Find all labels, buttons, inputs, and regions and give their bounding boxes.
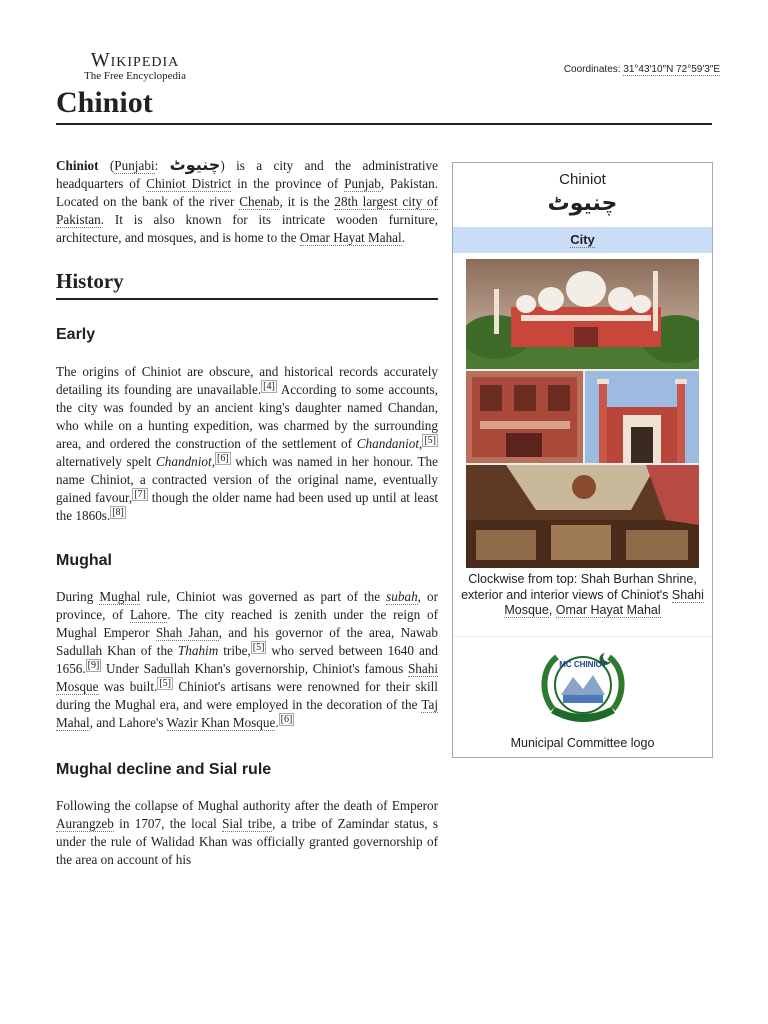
link-subah[interactable]: subah [386,589,418,604]
link-chiniot-district[interactable]: Chiniot District [146,176,232,191]
photo-omar-hayat-mahal [466,371,583,463]
caption-link-omar-hayat-mahal[interactable]: Omar Hayat Mahal [555,603,661,617]
text: . [401,230,406,245]
citation-4[interactable]: [4] [263,380,275,392]
infobox [452,162,713,758]
photo-collage[interactable] [466,259,699,568]
link-shah-jahan[interactable]: Shah Jahan [155,625,219,640]
text: Under Sadullah Khan's governorship, Chiniot's famous [101,661,408,676]
text: who served between 1640 and 1656. [56,643,439,676]
citation-6[interactable]: [6] [216,452,229,464]
text: , a tribe of Zamindar status, s under the rule of Walidad Khan was officially granted governorship of the area on account of his [56,816,438,867]
text: in the province of [231,176,345,191]
history-heading: History [56,269,438,300]
seal-caption: Municipal Committee logo [510,736,655,750]
link-lahore[interactable]: Lahore [130,607,168,622]
photo-interior-ceiling [466,465,699,568]
italic-thahim: Thahim [177,643,219,658]
mahal-drawing [466,371,583,463]
text: According to some accounts, the city was founded by an ancient king's daughter named Chandan, who while on a hunting expedition, was charmed by the surrounding area, and ordered the construction of the settlement of [56,382,438,451]
decline-paragraph [56,797,438,869]
infobox-type-link[interactable]: City [570,232,595,247]
shrine-drawing [466,259,699,369]
link-sial-tribe[interactable]: Sial tribe [222,816,273,831]
text: tribe, [218,643,251,658]
italic-chandniot: Chandniot [156,454,212,469]
infobox-type-band [453,227,712,253]
early-paragraph [56,363,438,525]
citation-8[interactable]: [8] [112,506,124,518]
link-punjabi[interactable]: Punjabi [114,158,155,173]
photo-shahi-mosque-exterior [585,371,699,463]
citation-5[interactable]: [5] [252,641,265,653]
text: alternatively spelt [56,454,156,469]
decline-heading: Mughal decline and Sial rule [56,761,272,778]
text: ( [98,158,115,173]
link-omar-hayat-mahal[interactable]: Omar Hayat Mahal [299,230,402,245]
seal-text: MC CHINIOT [559,660,607,669]
text: which was named in her honour. The name Chiniot, a contracted version of the original name, eventually gained favour, [56,454,438,505]
italic-chandaniot: Chandaniot [356,436,420,451]
citation-5[interactable]: [5] [424,434,436,446]
text: . The city reached is zenith under the reign of Mughal Emperor [56,607,438,640]
link-chenab[interactable]: Chenab [239,194,280,209]
text: Clockwise from top: Shah Burhan Shrine, exterior and interior views of Chiniot's [461,572,697,602]
collage-caption [461,572,704,619]
intro-paragraph [56,156,438,247]
caption-link-shahi-mosque[interactable]: Shahi Mosque [504,587,704,617]
link-largest-cities[interactable]: 28th largest city of Pakistan [56,194,438,227]
text: , or province, of [56,589,438,622]
text: , [211,454,215,469]
text: : [154,158,170,173]
article-body [56,156,438,869]
text: , [548,603,556,617]
wikipedia-logo[interactable] [77,50,193,83]
text: Following the collapse of Mughal authority after the death of Emperor [56,798,438,813]
page-title: Chiniot [56,86,153,119]
photo-shah-burhan-shrine [466,259,699,369]
citation-6[interactable]: [6] [280,713,293,725]
text: , [419,436,423,451]
wikipedia-wordmark: Wikipedia [90,49,180,71]
municipal-committee-seal[interactable] [539,647,627,731]
text: , it is the [279,194,335,209]
mughal-paragraph [56,588,438,732]
urdu-name: چنیوٹ [169,155,221,174]
text: . It is also known for its intricate wooden furniture, architecture, and mosques, and is home to the [56,212,438,245]
link-wazir-khan-mosque[interactable]: Wazir Khan Mosque [166,715,276,730]
coordinates-label: Coordinates: [563,64,624,75]
infobox-urdu-name: چنیوٹ [547,191,618,216]
text: The origins of Chiniot are obscure, and historical records accurately detailing its founding are unavailable. [56,364,438,397]
mosque-drawing [585,371,699,463]
intro-bold-title: Chiniot [56,158,99,173]
text: , and Lahore's [89,715,167,730]
seal-drawing [539,647,627,731]
link-punjab[interactable]: Punjab [344,176,381,191]
interior-drawing [466,465,699,568]
text: . [275,715,279,730]
citation-7[interactable]: [7] [134,488,146,500]
link-taj-mahal[interactable]: Taj Mahal [56,697,438,730]
text: During [56,589,100,604]
coordinates-link[interactable]: 31°43′10″N 72°59′3″E [623,64,720,75]
coordinates [564,64,720,75]
text: rule, Chiniot was governed as part of the [140,589,387,604]
text: though the older name had been used up until at least the 1860s. [56,490,438,523]
link-shahi-mosque[interactable]: Shahi Mosque [56,661,438,694]
text: , Pakistan. Located on the bank of the river [56,176,438,209]
infobox-title: Chiniot [559,171,606,188]
wikipedia-tagline: The Free Encyclopedia [83,70,186,82]
text: was built. [98,679,158,694]
link-mughal[interactable]: Mughal [99,589,141,604]
citation-9[interactable]: [9] [87,659,100,671]
mughal-heading: Mughal [56,552,112,569]
text: Chiniot's artisans were renowned for their skill during the Mughal era, and were employed in the decoration of the [56,679,438,712]
text: in 1707, the local [113,816,223,831]
text: ) is a city and the administrative headquarters of [56,158,438,191]
text: , and his governor of the area, Nawab Sadullah Khan of the [56,625,438,658]
infobox-separator [453,636,712,637]
link-aurangzeb[interactable]: Aurangzeb [56,816,114,831]
early-heading: Early [56,326,96,343]
title-divider [56,123,712,125]
citation-5[interactable]: [5] [159,677,171,689]
